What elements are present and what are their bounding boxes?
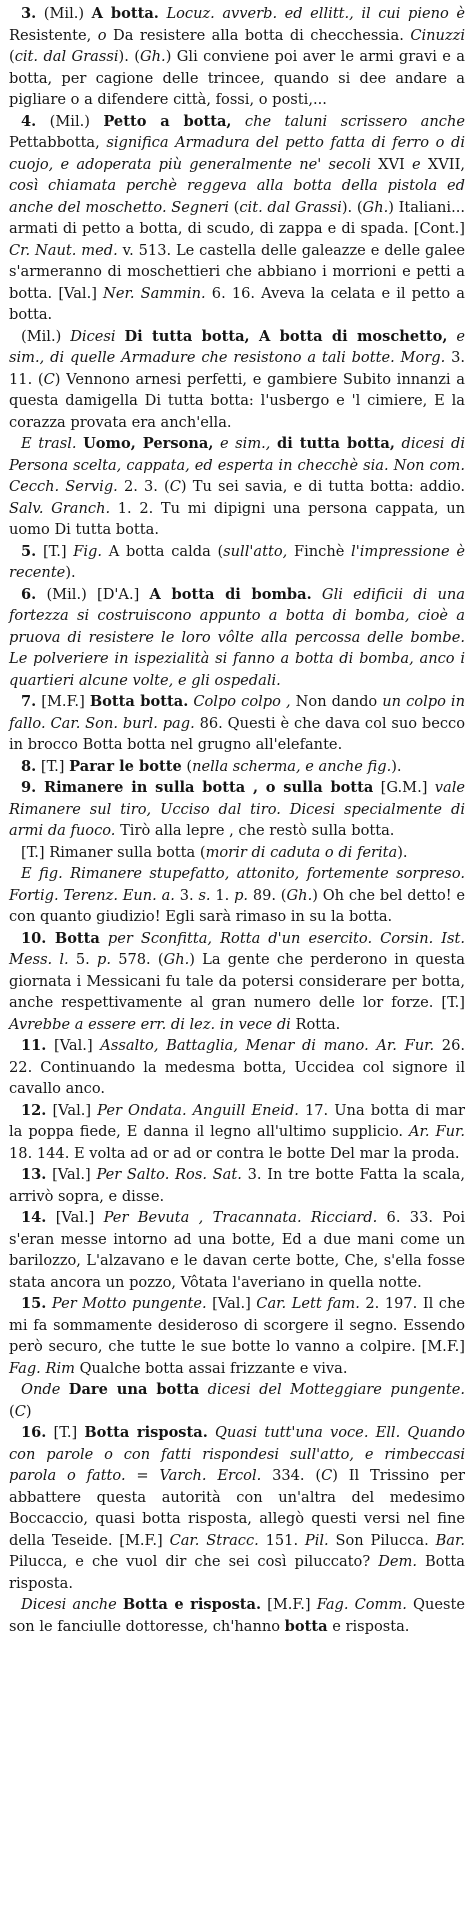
sense-4-figurative: E trasl. Uomo, Persona, e sim., di tutta botta, dicesi di Persona scelta, cappata, ed esperta in checchè sia. Non com. Cecch. Servig. 2. 3. (C) Tu sei savia, e di tutta botta: addio. Salv. Granch. 1. 2. Tu mi dipigni una persona cappata, un uomo Di tutta botta. [9,435,466,538]
sense-9: 9. Rimanere in sulla botta , o sulla botta [G.M.] vale Rimanere sul tiro, Ucciso dal tiro. Dicesi specialmente di armi da fuoco. Tirò alla lepre , che restò sulla botta. [9,779,465,839]
sense-15: 15. Per Motto pungente. [Val.] Car. Lett fam. 2. 197. Il che mi fa sommamente desideroso di scorgere il segno. Essendo però securo, che tutte le sue botte lo vanno a colpire. [M.F.] Fag. Rim Qualche botta assai frizzante e viva. [9,1295,466,1377]
sense-9-figurative: E fig. Rimanere stupefatto, attonito, fortemente sorpreso. Fortig. Terenz. Eun. a. 3. s. 1. p. 89. (Gh.) Oh che bel detto! e con quanto giudizio! Egli sarà rimaso in su la botta. [9,865,466,925]
sense-14: 14. [Val.] Per Bevuta , Tracannata. Ricciard. 6. 33. Poi s'eran messe intorno ad una botte, Ed a due mani come un barilozzo, L'alzavano e le davan certe botte, Che, s'ella fosse stata ancora un pozzo, Vôtata l'averiano in quella notte. [9,1209,466,1291]
sense-16: 16. [T.] Botta risposta. Quasi tutt'una voce. Ell. Quando con parole o con fatti rispondesi sull'atto, e rimbeccasi parola o fatto. = Varch. Ercol. 334. (C) Il Trissino per abbattere questa autorità con un'altra del medesimo Boccaccio, quasi botta risposta, allegò questi versi nel fine della Teseide. [M.F.] Car. Stracc. 151. Pil. Son Pilucca. Bar. Pilucca, e che vuol dir che sei così piluccato? Dem. Botta risposta. [9,1424,465,1592]
sense-9-rimaner: [T.] Rimaner sulla botta (morir di caduta o di ferita). [21,843,408,861]
sense-12: 12. [Val.] Per Ondata. Anguill Eneid. 17. Una botta di mar la poppa fiede, E danna il legno all'ultimo supplicio. Ar. Fur. 18. 144. E volta ad or ad or contra le botte Del mar la proda. [9,1101,466,1162]
sense-5: 5. [T.] Fig. A botta calda (sull'atto, Finchè l'impressione è recente). [9,542,465,581]
sense-16-botta-e-risposta: Dicesi anche Botta e risposta. [M.F.] Fag. Comm. Queste son le fanciulle dottoresse, ch'hanno botta e risposta. [9,1596,465,1635]
sense-15-dare-botta: Onde Dare una botta dicesi del Motteggiare pungente. (C) [9,1381,466,1420]
sense-4-tutta-botta: (Mil.) Dicesi Di tutta botta, A botta di moschetto, e sim., di quelle Armadure che resistono a tali botte. Morg. 3. 11. (C) Vennono arnesi perfetti, e gambiere Subito innanzi a questa damigella Di tutta botta: l'usbergo e 'l cimiere, E la corazza provata era anch'ella. [9,327,466,431]
sense-11: 11. [Val.] Assalto, Battaglia, Menar di mano. Ar. Fur. 26. 22. Continuando la medesma botta, Uccidea col signore il cavallo anco. [9,1037,465,1097]
sense-3: 3. (Mil.) A botta. Locuz. avverb. ed ellitt., il cui pieno è Resistente, o Da resistere alla botta di checchessia. Cinuzzi (cit. dal Grassi). (Gh.) Gli conviene poi aver le armi gravi e a botta, per cagione delle trincee, quando si dee andare a pigliare o a difendere città, fossi, o posti,... [9,5,465,108]
sense-6: 6. (Mil.) [D'A.] A botta di bomba. Gli edificii di una fortezza si costruiscono appunto a botta di bomba, cioè a pruova di resistere le loro vôlte alla percossa delle bombe. Le polveriere in ispezialità si fanno a botta di bomba, anco i quartieri alcune volte, e gli ospedali. [9,585,466,689]
sense-8: 8. [T.] Parar le botte (nella scherma, e anche fig.). [21,757,402,775]
sense-13: 13. [Val.] Per Salto. Ros. Sat. 3. In tre botte Fatta la scala, arrivò sopra, e disse. [9,1166,466,1205]
sense-7: 7. [M.F.] Botta botta. Colpo colpo , Non dando un colpo in fallo. Car. Son. burl. pag. 86. Questi è che dava col suo becco in brocco Botta botta nel grugno all'elefante. [9,693,466,753]
sense-10: 10. Botta per Sconfitta, Rotta d'un esercito. Corsin. Ist. Mess. l. 5. p. 578. (Gh.) La gente che perderono in questa giornata i Messicani fu tale da potersi considerare per botta, anche respettivamente al gran numero delle lor forze. [T.] Avrebbe a essere err. di lez. in vece di Rotta. [9,929,466,1033]
sense-4: 4. (Mil.) Petto a botta, che taluni scrissero anche Pettabbotta, significa Armadura del petto fatta di ferro o di cuojo, e adoperata più generalmente ne' secoli XVI e XVII, così chiamata perchè reggeva alla botta della pistola ed anche del moschetto. Segneri (cit. dal Grassi). (Gh.) Italiani... armati di petto a botta, di scudo, di zappa e di spada. [Cont.] Cr. Naut. med. v. 513. Le castella delle galeazze e delle galee s'armeranno di moschettieri che abbiano i morrioni e petti a botta. [Val.] Ner. Sammin. 6. 16. Aveva la celata e il petto a botta. [9,112,465,323]
